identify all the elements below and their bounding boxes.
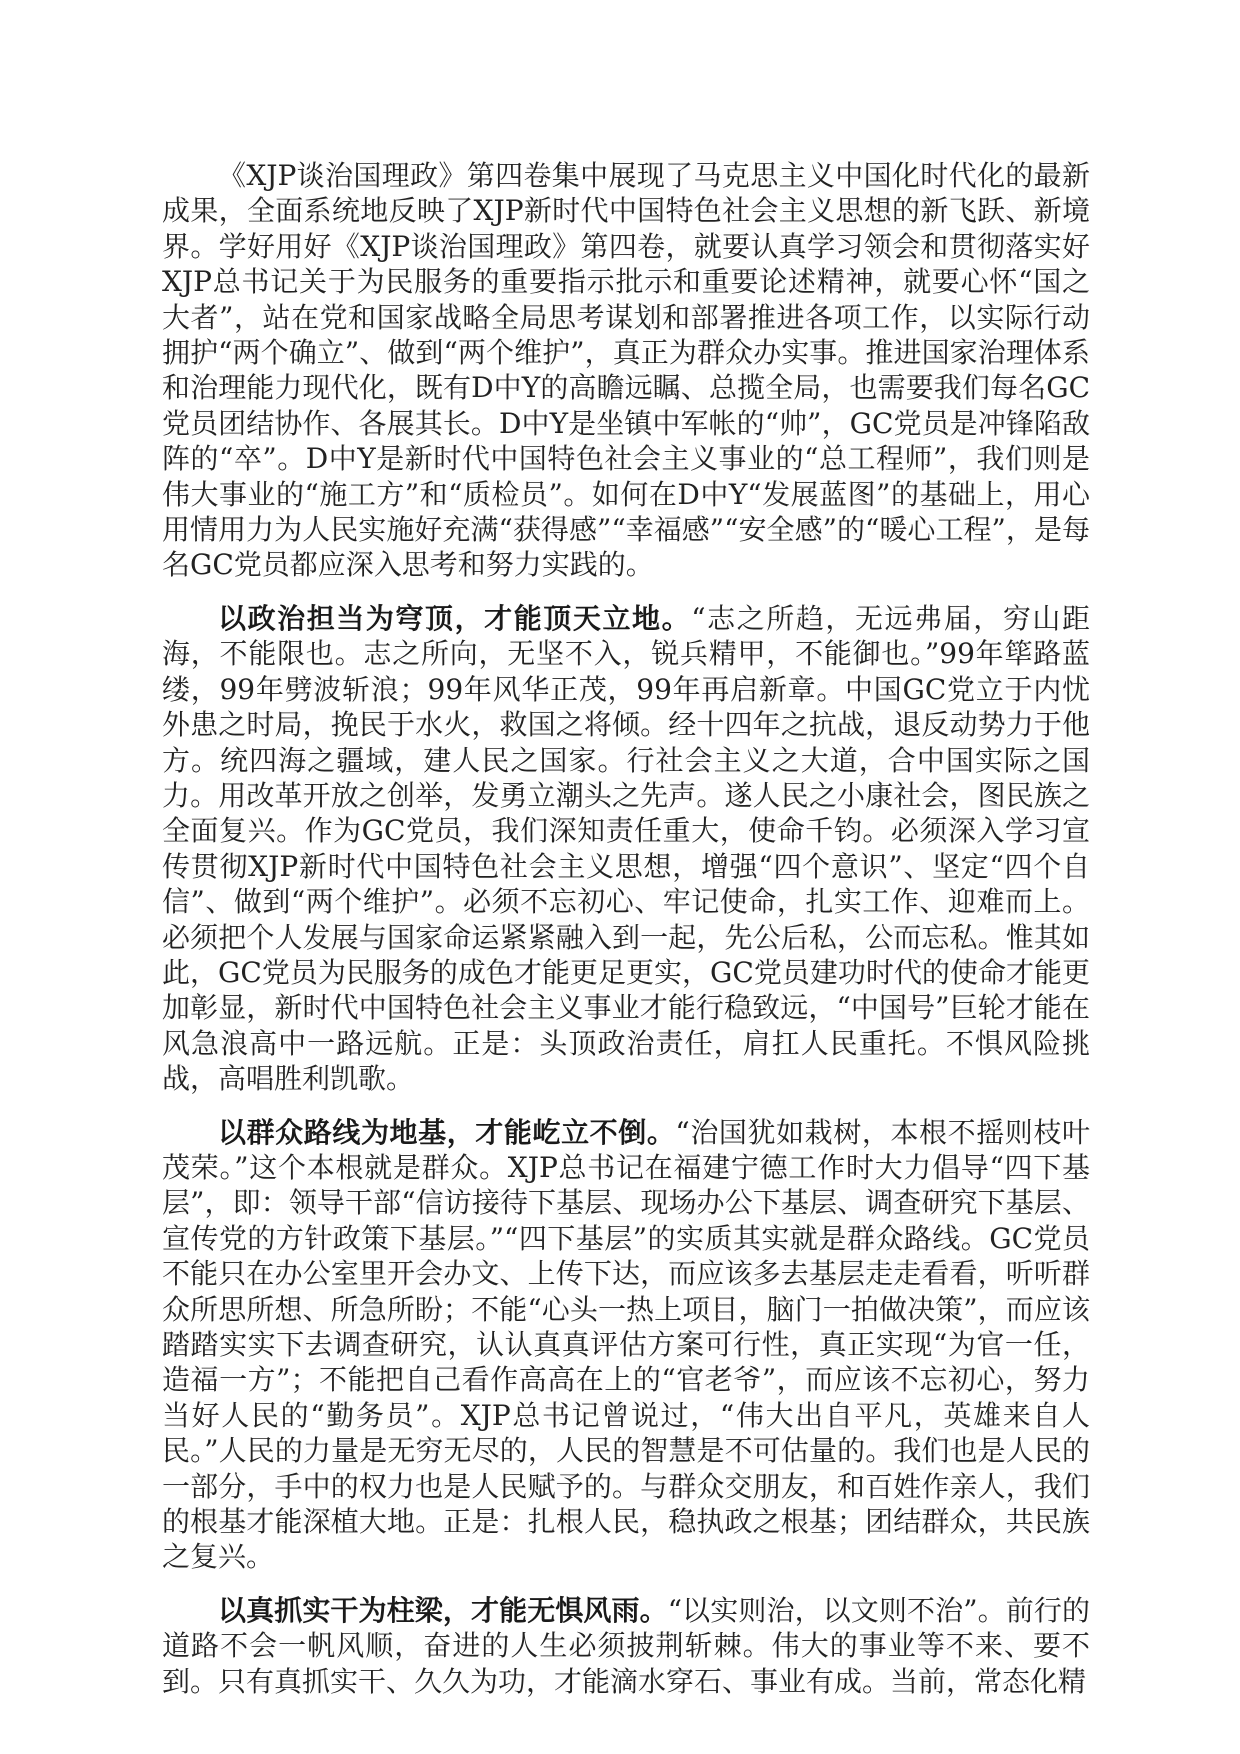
paragraph-intro [162, 158, 1090, 583]
paragraph-lead: 以群众路线为地基，才能屹立不倒。 [218, 1115, 676, 1149]
paragraph-political-commitment [162, 601, 1090, 1097]
document-page [162, 158, 1090, 1699]
paragraph-text: 《XJP谈治国理政》第四卷集中展现了马克思主义中国化时代化的最新成果，全面系统地反映了XJP新时代中国特色社会主义思想的新飞跃、新境界。学好用好《XJP谈治国理政》第四卷，就要认真学习领会和贯彻落实好XJP总书记关于为民服务的重要指示批示和重要论述精神，就要心怀“国之大者”，站在党和国家战略全局思考谋划和部署推进各项工作，以实际行动拥护“两个确立”、做到“两个维护”，真正为群众办实事。推进国家治理体系和治理能力现代化，既有D中Y的高瞻远瞩、总揽全局，也需要我们每名GC党员团结协作、各展其长。D中Y是坐镇中军帐的“帅”，GC党员是冲锋陷敌阵的“卒”。D中Y是新时代中国特色社会主义事业的“总工程师”，我们则是伟大事业的“施工方”和“质检员”。如何在D中Y“发展蓝图”的基础上，用心用情用力为人民实施好充满“获得感”“幸福感”“安全感”的“暖心工程”，是每名GC党员都应深入思考和努力实践的。 [162, 159, 1090, 582]
paragraph-text: “治国犹如栽树，本根不摇则枝叶茂荣。”这个本根就是群众。XJP总书记在福建宁德工作时大力倡导“四下基层”，即：领导干部“信访接待下基层、现场办公下基层、调查研究下基层、宣传党的方针政策下基层。”“四下基层”的实质其实就是群众路线。GC党员不能只在办公室里开会办文、上传下达，而应该多去基层走走看看，听听群众所思所想、所急所盼；不能“心头一热上项目，脑门一拍做决策”，而应该踏踏实实下去调查研究，认认真真评估方案可行性，真正实现“为官一任，造福一方”；不能把自己看作高高在上的“官老爷”，而应该不忘初心，努力当好人民的“勤务员”。XJP总书记曾说过，“伟大出自平凡，英雄来自人民。”人民的力量是无穷无尽的，人民的智慧是不可估量的。我们也是人民的一部分，手中的权力也是人民赋予的。与群众交朋友，和百姓作亲人，我们的根基才能深植大地。正是：扎根人民，稳执政之根基；团结群众，共民族之复兴。 [162, 1115, 1090, 1574]
paragraph-hard-work [162, 1593, 1090, 1699]
paragraph-lead: 以真抓实干为柱梁，才能无惧风雨。 [218, 1593, 668, 1627]
paragraph-lead: 以政治担当为穹顶，才能顶天立地。 [218, 601, 692, 635]
paragraph-text: “以实则治，以文则不治”。前行的道路不会一帆风顺，奋进的人生必须披荆斩棘。伟大的事业等不来、要不到。只有真抓实干、久久为功，才能滴水穿石、事业有成。当前，常态化精 [162, 1593, 1090, 1698]
paragraph-mass-line [162, 1115, 1090, 1575]
paragraph-text: “志之所趋，无远弗届，穷山距海，不能限也。志之所向，无坚不入，锐兵精甲，不能御也。”99年筚路蓝缕，99年劈波斩浪；99年风华正茂，99年再启新章。中国GC党立于内忧外患之时局，挽民于水火，救国之将倾。经十四年之抗战，退反动势力于他方。统四海之疆域，建人民之国家。行社会主义之大道，合中国实际之国力。用改革开放之创举，发勇立潮头之先声。遂人民之小康社会，图民族之全面复兴。作为GC党员，我们深知责任重大，使命千钧。必须深入学习宣传贯彻XJP新时代中国特色社会主义思想，增强“四个意识”、坚定“四个自信”、做到“两个维护”。必须不忘初心、牢记使命，扎实工作、迎难而上。必须把个人发展与国家命运紧紧融入到一起，先公后私，公而忘私。惟其如此，GC党员为民服务的成色才能更足更实，GC党员建功时代的使命才能更加彰显，新时代中国特色社会主义事业才能行稳致远，“中国号”巨轮才能在风急浪高中一路远航。正是：头顶政治责任，肩扛人民重托。不惧风险挑战，高唱胜利凯歌。 [162, 601, 1090, 1096]
